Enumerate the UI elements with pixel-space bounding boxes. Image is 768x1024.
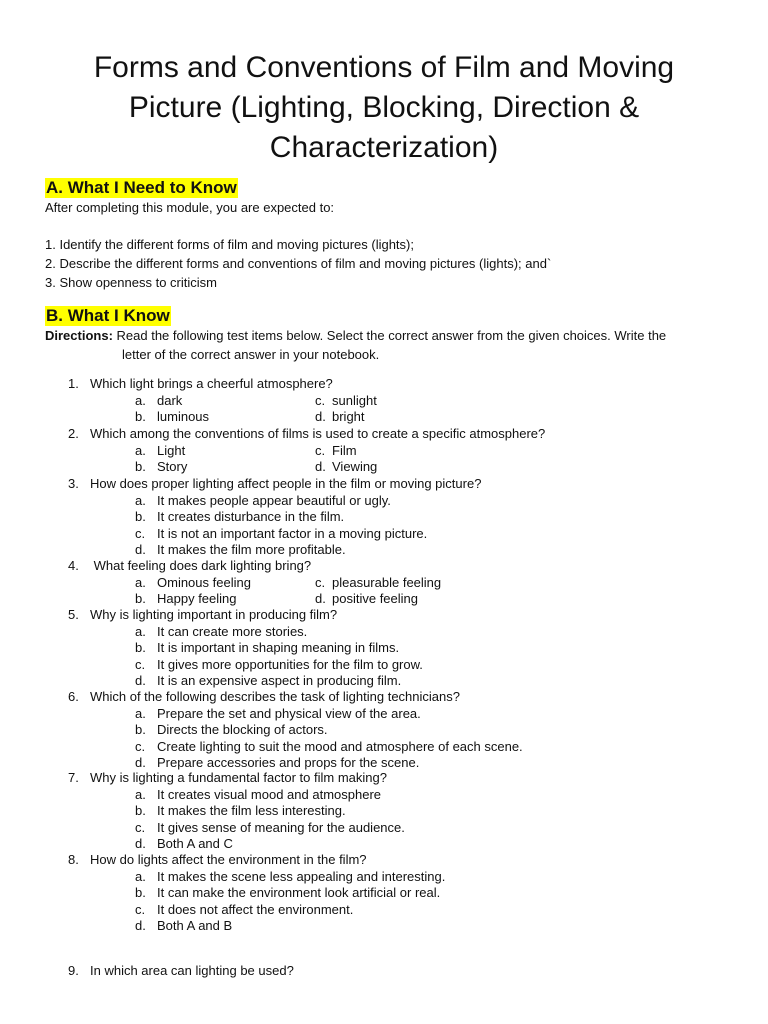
- answer-option: [315, 393, 377, 409]
- option-text: It can create more stories.: [157, 624, 308, 639]
- option-text: It makes the film less interesting.: [157, 803, 346, 819]
- option-letter: c.: [135, 819, 146, 835]
- question-number: 8.: [68, 852, 79, 867]
- answer-option: [315, 575, 441, 591]
- answer-option: [135, 918, 232, 934]
- answer-option: [135, 836, 233, 852]
- question-item: [68, 770, 387, 786]
- question-item: [68, 963, 294, 979]
- option-letter: a.: [135, 493, 146, 508]
- answer-option: [135, 706, 421, 722]
- question-number: 4.: [68, 558, 79, 573]
- question-item: [68, 476, 481, 492]
- option-text: Ominous feeling: [157, 575, 251, 590]
- option-text: It is not an important factor in a moving picture.: [157, 525, 428, 541]
- option-text: Both A and C: [157, 836, 233, 852]
- answer-option: [135, 575, 251, 591]
- option-letter: d.: [315, 409, 326, 424]
- answer-option: [135, 820, 405, 836]
- option-letter: c.: [135, 901, 146, 917]
- page-title: [30, 48, 738, 168]
- question-item: [68, 607, 337, 623]
- option-letter: d.: [135, 542, 146, 558]
- answer-option: [315, 409, 365, 425]
- question-text: Which light brings a cheerful atmosphere?: [90, 376, 333, 391]
- option-letter: d.: [135, 918, 146, 934]
- title-line: Forms and Conventions of Film and Moving: [93, 51, 675, 84]
- option-letter: d.: [135, 673, 146, 689]
- option-letter: c.: [315, 575, 326, 590]
- option-letter: a.: [135, 443, 146, 458]
- title-line: Characterization): [269, 131, 499, 164]
- answer-option: [135, 902, 353, 918]
- option-letter: a.: [135, 624, 146, 639]
- directions-text: Read the following test items below. Select the correct answer from the given choices. Write the: [112, 328, 667, 343]
- question-number: 3.: [68, 476, 79, 491]
- option-text: dark: [157, 393, 183, 408]
- option-text: It can make the environment look artificial or real.: [157, 885, 441, 901]
- option-letter: b.: [135, 640, 146, 656]
- directions-label: Directions:: [45, 328, 113, 343]
- option-letter: a.: [135, 869, 146, 884]
- option-text: It makes the film more profitable.: [157, 542, 346, 558]
- option-letter: b.: [135, 591, 146, 606]
- answer-option: [135, 657, 423, 673]
- question-text: How do lights affect the environment in the film?: [90, 852, 367, 867]
- question-item: [68, 689, 460, 705]
- option-text: sunlight: [332, 393, 377, 408]
- question-text: What feeling does dark lighting bring?: [90, 558, 312, 573]
- option-text: bright: [332, 409, 365, 424]
- objective-item: 1. Identify the different forms of film and moving pictures (lights);: [45, 237, 414, 252]
- option-letter: a.: [135, 393, 146, 408]
- answer-option: [135, 624, 307, 640]
- answer-option: [135, 869, 445, 885]
- answer-option: [315, 443, 357, 459]
- option-text: It creates visual mood and atmosphere: [157, 787, 382, 802]
- answer-option: [135, 409, 209, 425]
- option-text: It is an expensive aspect in producing film.: [157, 673, 402, 689]
- question-text: Which among the conventions of films is used to create a specific atmosphere?: [90, 426, 546, 441]
- answer-option: [135, 493, 391, 509]
- section-b-heading: B. What I Know: [46, 306, 170, 325]
- option-letter: c.: [135, 656, 146, 672]
- option-text: Viewing: [332, 459, 378, 474]
- answer-option: [135, 673, 401, 689]
- directions-text-line2: letter of the correct answer in your notebook.: [122, 347, 380, 362]
- option-text: It creates disturbance in the film.: [157, 509, 345, 525]
- question-number: 5.: [68, 607, 79, 622]
- option-text: Prepare the set and physical view of the area.: [157, 706, 421, 721]
- option-letter: b.: [135, 409, 146, 424]
- objective-item: 2. Describe the different forms and conventions of film and moving pictures (lights); and`: [45, 256, 552, 271]
- title-line: Picture (Lighting, Blocking, Direction &: [128, 91, 640, 124]
- answer-option: [135, 885, 440, 901]
- answer-option: [135, 722, 328, 738]
- answer-option: [135, 755, 419, 771]
- option-letter: b.: [135, 885, 146, 901]
- question-item: [68, 558, 311, 574]
- option-text: Happy feeling: [157, 591, 237, 606]
- option-letter: d.: [135, 836, 146, 852]
- option-text: luminous: [157, 409, 210, 424]
- option-text: It gives more opportunities for the film to grow.: [157, 656, 423, 672]
- section-a-intro: After completing this module, you are expected to:: [45, 200, 335, 215]
- question-number: 2.: [68, 426, 79, 441]
- option-text: Story: [157, 459, 188, 474]
- answer-option: [135, 459, 187, 475]
- option-letter: b.: [135, 803, 146, 819]
- question-text: Why is lighting important in producing film?: [90, 607, 338, 622]
- option-letter: d.: [315, 591, 326, 606]
- option-letter: c.: [315, 393, 326, 408]
- question-number: 1.: [68, 376, 79, 391]
- answer-option: [135, 739, 523, 755]
- answer-option: [135, 787, 381, 803]
- answer-option: [135, 526, 427, 542]
- option-letter: a.: [135, 787, 146, 802]
- question-number: 6.: [68, 689, 79, 704]
- question-number: 7.: [68, 770, 79, 785]
- answer-option: [135, 542, 346, 558]
- option-letter: b.: [135, 722, 146, 738]
- answer-option: [315, 591, 418, 607]
- answer-option: [135, 803, 346, 819]
- answer-option: [135, 591, 237, 607]
- section-a-heading: A. What I Need to Know: [46, 178, 237, 197]
- question-item: [68, 426, 545, 442]
- option-text: Light: [157, 443, 186, 458]
- option-letter: b.: [135, 509, 146, 525]
- option-letter: b.: [135, 459, 146, 474]
- option-text: It does not affect the environment.: [157, 901, 354, 917]
- answer-option: [135, 640, 399, 656]
- option-text: Create lighting to suit the mood and atmosphere of each scene.: [157, 738, 523, 754]
- option-letter: c.: [135, 738, 146, 754]
- directions: [45, 327, 666, 344]
- answer-option: [135, 443, 185, 459]
- answer-option: [315, 459, 377, 475]
- question-item: [68, 376, 333, 392]
- option-text: pleasurable feeling: [332, 575, 442, 590]
- answer-option: [135, 509, 344, 525]
- question-number: 9.: [68, 963, 79, 978]
- option-text: Film: [332, 443, 357, 458]
- option-text: Both A and B: [157, 918, 233, 934]
- option-text: positive feeling: [332, 591, 418, 606]
- option-text: It is important in shaping meaning in films.: [157, 640, 400, 656]
- question-text: How does proper lighting affect people in the film or moving picture?: [90, 476, 482, 491]
- option-letter: d.: [135, 755, 146, 771]
- option-text: Directs the blocking of actors.: [157, 722, 328, 738]
- option-letter: c.: [315, 443, 326, 458]
- option-text: Prepare accessories and props for the scene.: [157, 755, 420, 771]
- option-letter: d.: [315, 459, 326, 474]
- option-text: It makes people appear beautiful or ugly.: [157, 493, 391, 508]
- question-item: [68, 852, 367, 868]
- question-text: In which area can lighting be used?: [90, 963, 294, 978]
- option-text: It makes the scene less appealing and interesting.: [157, 869, 446, 884]
- option-letter: c.: [135, 525, 146, 541]
- question-text: Why is lighting a fundamental factor to film making?: [90, 770, 387, 785]
- option-text: It gives sense of meaning for the audience.: [157, 819, 405, 835]
- question-text: Which of the following describes the task of lighting technicians?: [90, 689, 460, 704]
- option-letter: a.: [135, 575, 146, 590]
- objective-item: 3. Show openness to criticism: [45, 275, 217, 290]
- answer-option: [135, 393, 182, 409]
- option-letter: a.: [135, 706, 146, 721]
